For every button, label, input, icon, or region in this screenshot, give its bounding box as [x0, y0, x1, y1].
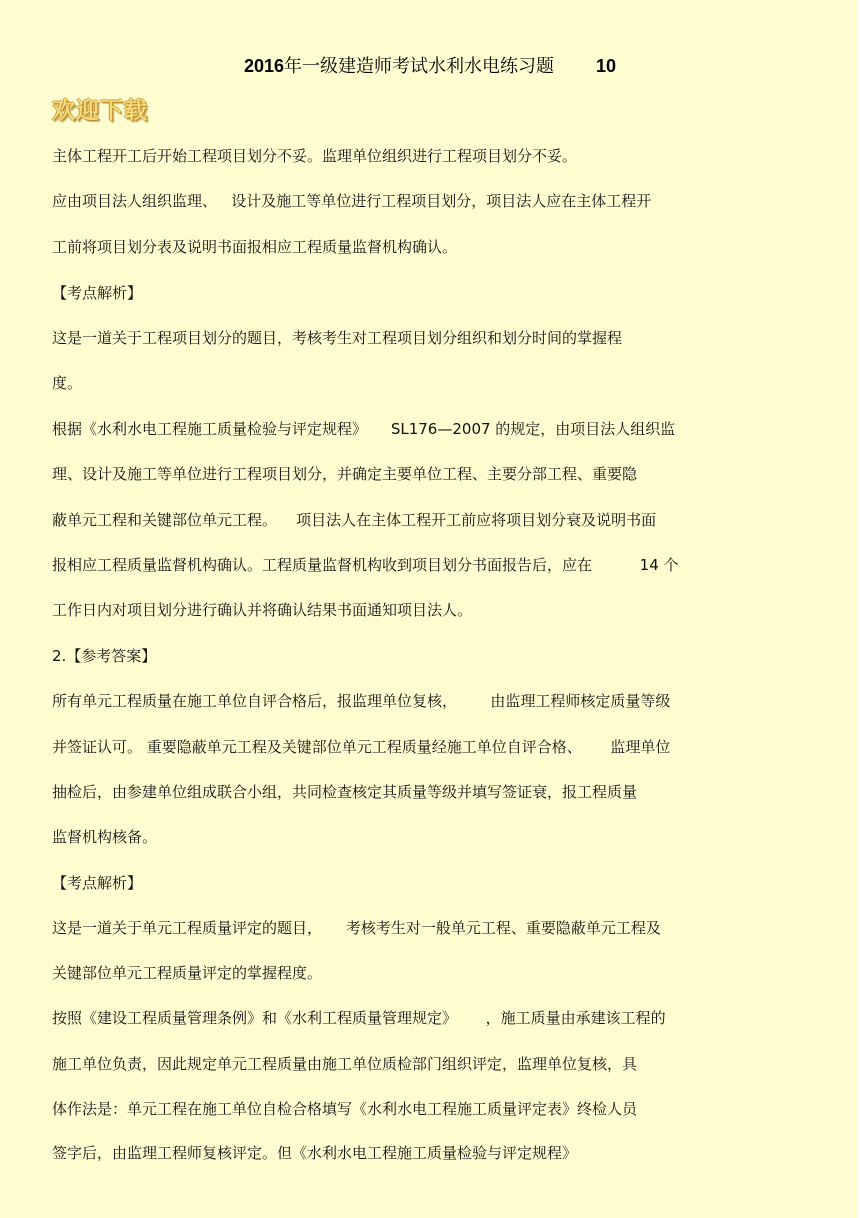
title-number: 10	[596, 56, 617, 76]
title-text: 年一级建造师考试水利水电练习题	[284, 56, 554, 77]
text-line-13: 所有单元工程质量在施工单位自评合格后，报监理单位复核， 由监理工程师核定质量等级	[52, 692, 671, 710]
page-title	[0, 52, 860, 78]
text-line-22: 体作法是：单元工程在施工单位自检合格填写《水利水电工程施工质量评定表》终检人员	[52, 1100, 638, 1118]
text-line-19: 关键部位单元工程质量评定的掌握程度。	[52, 964, 323, 982]
text-line-14: 并签证认可。 重要隐蔽单元工程及关键部位单元工程质量经施工单位自评合格、 监理单位	[52, 738, 671, 756]
text-line-9: 蔽单元工程和关键部位单元工程。 项目法人在主体工程开工前应将项目划分衰及说明书面	[52, 511, 657, 529]
text-line-6: 度。	[52, 374, 83, 392]
section-heading-answer: 2.【参考答案】	[52, 647, 157, 665]
text-line-5: 这是一道关于工程项目划分的题目，考核考生对工程项目划分组织和划分时间的掌握程	[52, 329, 623, 347]
text-line-8: 理、设计及施工等单位进行工程项目划分，并确定主要单位工程、主要分部工程、重要隐	[52, 465, 638, 483]
title-year: 2016	[243, 56, 284, 76]
text-line-7: 根据《水利水电工程施工质量检验与评定规程》 SL176—2007 的规定，由项目法人组织监	[52, 420, 676, 438]
text-line-2: 应由项目法人组织监理、 设计及施工等单位进行工程项目划分，项目法人应在主体工程开	[52, 192, 652, 210]
text-line-23: 签字后，由监理工程师复核评定。但《水利水电工程施工质量检验与评定规程》	[52, 1144, 578, 1162]
text-line-16: 监督机构核备。	[52, 828, 158, 846]
text-line-10: 报相应工程质量监督机构确认。工程质量监督机构收到项目划分书面报告后，应在 14 个	[52, 556, 679, 574]
text-line-1: 主体工程开工后开始工程项目划分不妥。监理单位组织进行工程项目划分不妥。	[52, 147, 578, 165]
text-line-21: 施工单位负责，因此规定单元工程质量由施工单位质检部门组织评定，监理单位复核，具	[52, 1055, 638, 1073]
text-line-11: 工作日内对项目划分进行确认并将确认结果书面通知项目法人。	[52, 601, 473, 619]
section-heading-analysis-2: 【考点解析】	[52, 874, 143, 892]
text-line-18: 这是一道关于单元工程质量评定的题目， 考核考生对一般单元工程、重要隐蔽单元工程及	[52, 919, 661, 937]
download-watermark: 欢迎下载	[52, 98, 148, 124]
text-line-20: 按照《建设工程质量管理条例》和《水利工程质量管理规定》 ，施工质量由承建该工程的	[52, 1009, 666, 1027]
text-line-15: 抽检后，由参建单位组成联合小组，共同检查核定其质量等级并填写签证衰，报工程质量	[52, 783, 638, 801]
text-line-3: 工前将项目划分表及说明书面报相应工程质量监督机构确认。	[52, 238, 458, 256]
section-heading-analysis: 【考点解析】	[52, 284, 143, 302]
